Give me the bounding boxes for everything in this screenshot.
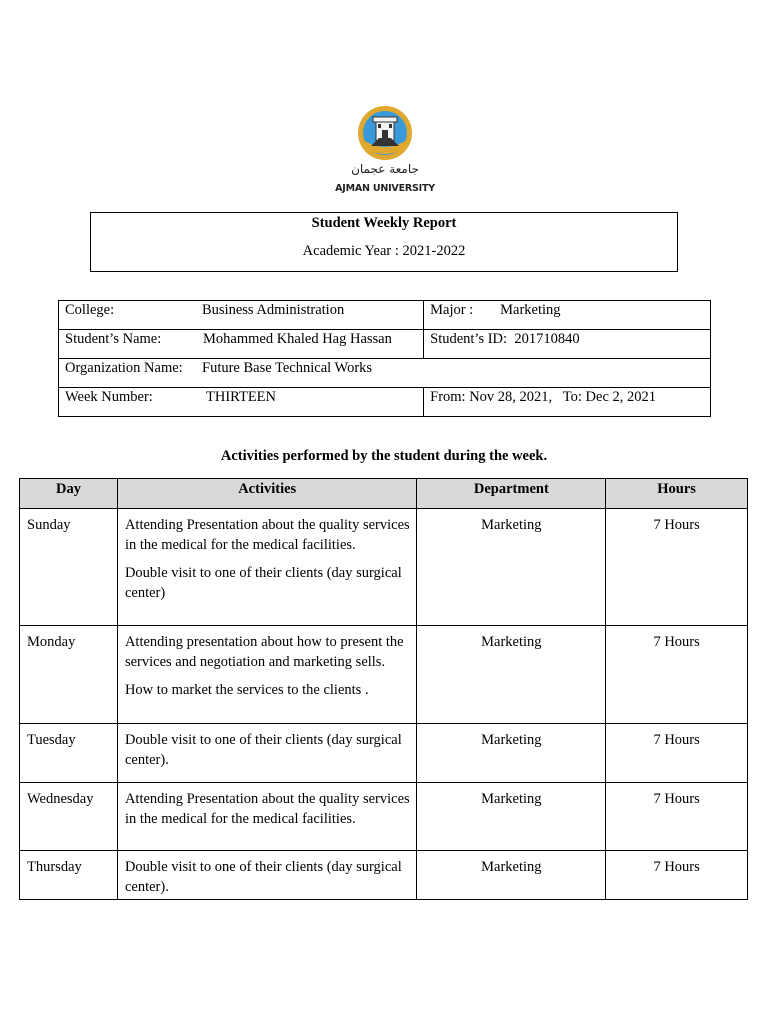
hours-cell: 7 Hours xyxy=(606,509,748,626)
student-info-table xyxy=(58,300,711,417)
table-row xyxy=(20,783,748,851)
table-row xyxy=(20,851,748,900)
week-number-value: THIRTEEN xyxy=(206,389,277,405)
major-label: Major : xyxy=(430,302,474,318)
table-row xyxy=(20,509,748,626)
table-row xyxy=(20,724,748,783)
department-cell: Marketing xyxy=(417,724,606,783)
activity-text: Double visit to one of their clients (day surgical center) xyxy=(124,565,402,601)
organization-label: Organization Name: xyxy=(65,360,183,376)
logo-english-text: AJMAN UNIVERSITY xyxy=(335,183,435,194)
report-header-box xyxy=(90,212,678,272)
info-row-college xyxy=(59,301,711,330)
day-cell: Thursday xyxy=(20,851,118,900)
activity-text: Attending Presentation about the quality services in the medical for the medical facilities. xyxy=(124,791,410,827)
table-row xyxy=(20,626,748,724)
header-day: Day xyxy=(20,479,118,509)
hours-cell: 7 Hours xyxy=(606,626,748,724)
hours-cell: 7 Hours xyxy=(606,851,748,900)
major-value: Marketing xyxy=(500,302,561,318)
day-cell: Wednesday xyxy=(20,783,118,851)
info-row-student xyxy=(59,330,711,359)
activity-text: How to market the services to the clients . xyxy=(124,682,369,698)
week-number-label: Week Number: xyxy=(65,389,153,405)
activity-text: Double visit to one of their clients (day surgical center). xyxy=(124,859,402,895)
report-title: Student Weekly Report xyxy=(311,215,457,231)
hours-cell: 7 Hours xyxy=(606,783,748,851)
college-label: College: xyxy=(65,302,115,318)
student-name-label: Student’s Name: xyxy=(65,331,162,347)
header-activities: Activities xyxy=(117,479,417,509)
logo-arabic-text: جامعة عجمان xyxy=(351,162,419,176)
activity-text: Attending presentation about how to present the services and negotiation and marketing sells. xyxy=(124,634,404,670)
week-dates: From: Nov 28, 2021, To: Dec 2, 2021 xyxy=(424,388,711,417)
activities-cell xyxy=(117,783,417,851)
activities-table xyxy=(19,478,748,900)
department-cell: Marketing xyxy=(417,783,606,851)
activities-header-row xyxy=(20,479,748,509)
hours-cell: 7 Hours xyxy=(606,724,748,783)
activities-title: Activities performed by the student during the week. xyxy=(220,448,548,464)
info-row-organization xyxy=(59,359,711,388)
department-cell: Marketing xyxy=(417,626,606,724)
college-value: Business Administration xyxy=(202,302,345,318)
university-logo xyxy=(335,102,435,197)
day-cell: Tuesday xyxy=(20,724,118,783)
department-cell: Marketing xyxy=(417,509,606,626)
activities-cell xyxy=(117,509,417,626)
student-id-label: Student’s ID: xyxy=(430,331,508,347)
activities-cell xyxy=(117,626,417,724)
activities-cell xyxy=(117,851,417,900)
department-cell: Marketing xyxy=(417,851,606,900)
activity-text: Double visit to one of their clients (day surgical center). xyxy=(124,732,402,768)
university-crest-icon xyxy=(335,102,435,162)
day-cell: Monday xyxy=(20,626,118,724)
academic-year: Academic Year : 2021-2022 xyxy=(302,243,466,259)
day-cell: Sunday xyxy=(20,509,118,626)
header-department: Department xyxy=(417,479,606,509)
activities-cell xyxy=(117,724,417,783)
activity-text: Attending Presentation about the quality services in the medical for the medical facilities. xyxy=(124,517,410,553)
header-hours: Hours xyxy=(606,479,748,509)
student-id-value: 201710840 xyxy=(514,331,580,347)
organization-value: Future Base Technical Works xyxy=(202,360,373,376)
student-name-value: Mohammed Khaled Hag Hassan xyxy=(203,331,392,347)
info-row-week xyxy=(59,388,711,417)
